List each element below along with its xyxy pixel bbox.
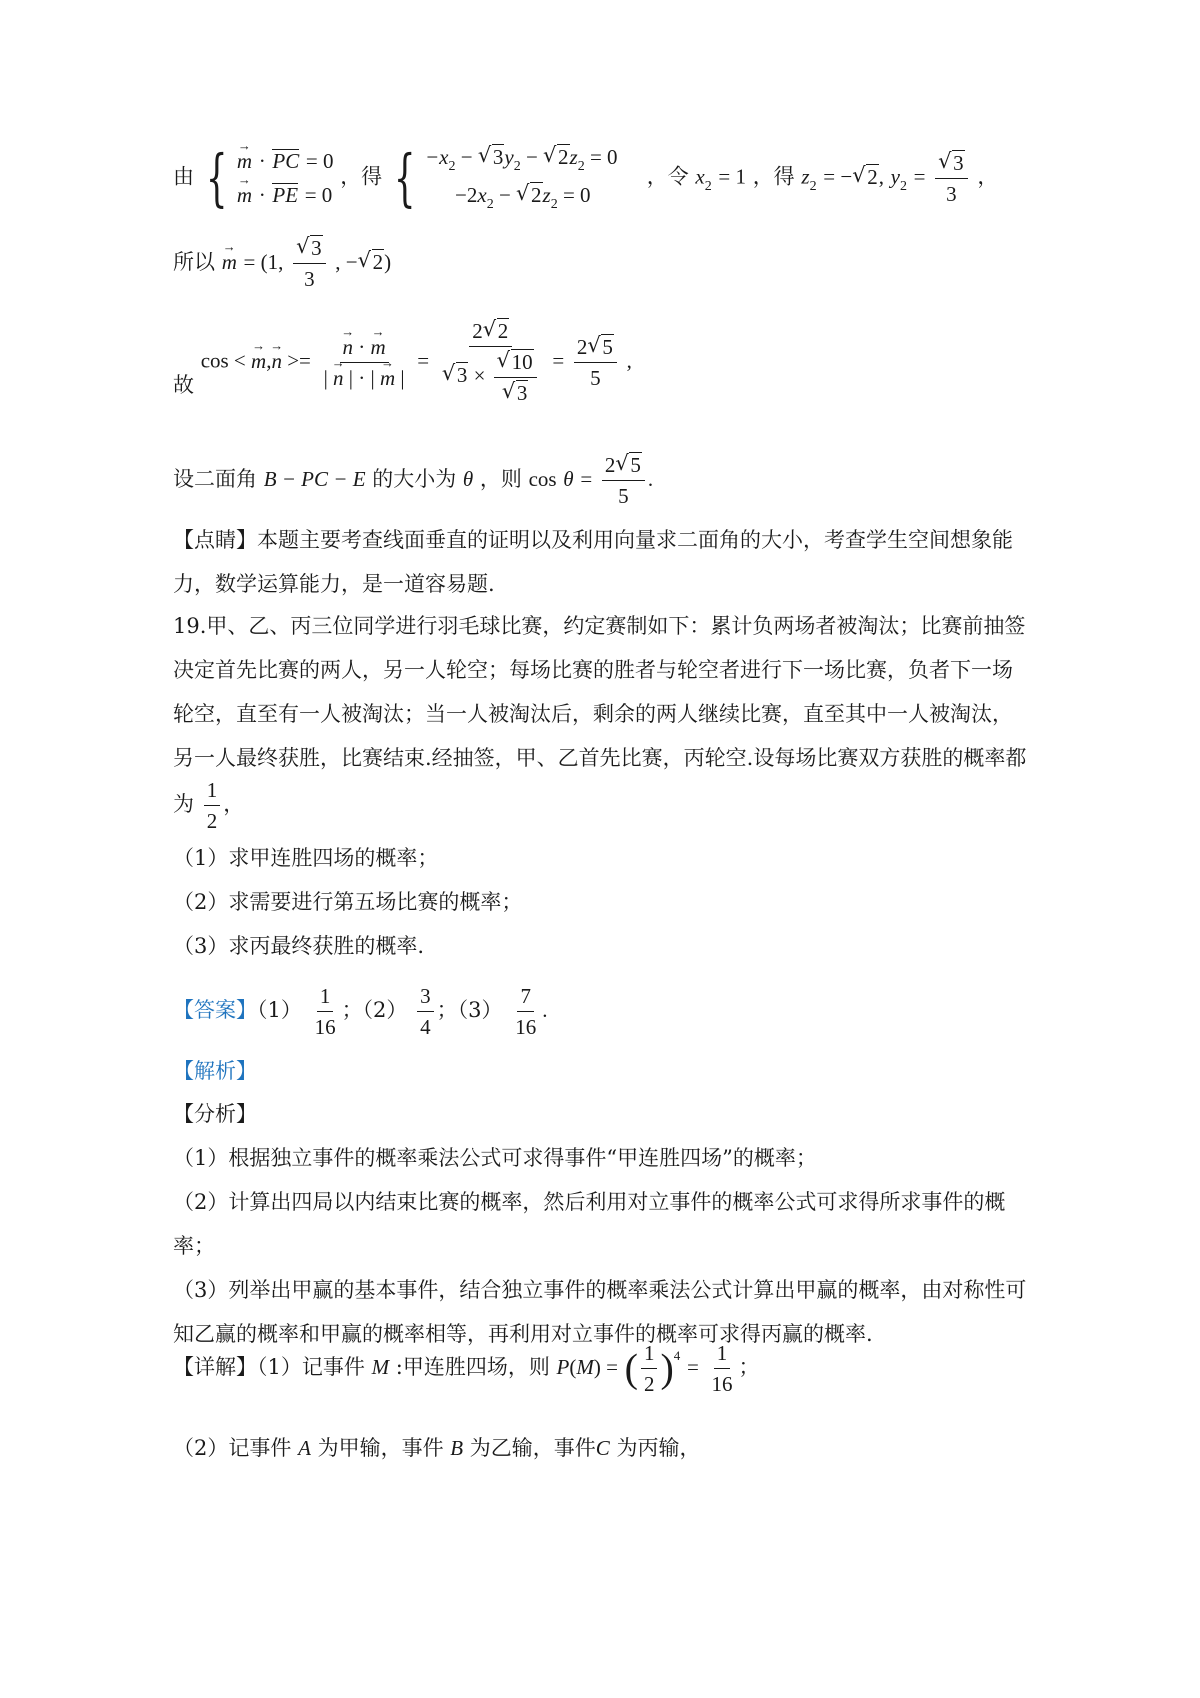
xiangjie-label: 【详解】 [173, 1355, 257, 1379]
left-brace: { [205, 141, 228, 214]
question-2: （2）求需要进行第五场比赛的概率； [173, 890, 523, 914]
fenxi-step-1: （1）根据独立事件的概率乘法公式可求得事件“甲连胜四场”的概率； [173, 1146, 817, 1170]
dianjing-section [173, 518, 1043, 606]
question-3: （3）求丙最终获胜的概率. [173, 934, 425, 958]
text-dihedral: 设二面角 [173, 467, 257, 491]
fenxi-step-2: （2）计算出四局以内结束比赛的概率，然后利用对立事件的概率公式可求得所求事件的概率； [173, 1190, 1006, 1258]
text-you: 由 [173, 164, 194, 189]
problem-questions [173, 836, 1043, 968]
text-ling: ，令 [646, 164, 689, 189]
question-1: （1）求甲连胜四场的概率； [173, 846, 439, 870]
dianjing-label: 【点睛】 [173, 528, 257, 552]
dianjing-text: 本题主要考查线面垂直的证明以及利用向量求二面角的大小，考查学生空间想象能 [257, 528, 1013, 552]
fenxi-section [173, 1092, 1043, 1356]
cosine-line: 故 cos < → m,→ n >= → $\frac{n \cdot \to m}{| \to n | \cdot | \to m |}$ = 2√ 2 √ 3 × √ 10 √ 3 = $\frac{2√ 5}{5}$ , [173, 318, 632, 406]
text-de: ，得 [340, 164, 383, 189]
text-size: 的大小为 [372, 467, 457, 491]
text-wei: 为 [173, 792, 194, 816]
dianjing-text-2: 力，数学运算能力，是一道容易题. [173, 572, 495, 596]
equation-system-line: 由 { → m · PC = 0 → m · PE = 0 ，得 { $-x_2$ − √ $3y_2$ − √ $2z_2 = 0$ $-2x_2$ − √ $2z_2 = 0$ ，令 $x_2 = 1$ ，得 $z_2$ = −√ 2, $y_2$ = √ $\frac{3}{3}$ ， [173, 140, 998, 220]
answer-line: 【答案】（1） $\frac{1}{16}$ ；（2） $\frac{3}{4}$ ；（3） $\frac{7}{16}$ . [173, 984, 548, 1039]
answer-label: 【答案】 [173, 998, 257, 1022]
fenxi-step-3b: 知乙赢的概率和甲赢的概率相等，再利用对立事件的概率可求得丙赢的概率. [173, 1322, 873, 1346]
text-comma: ， [977, 164, 999, 189]
xiangjie-line-2: （2）记事件 A 为甲输，事件 B 为乙输，事件C 为丙输， [173, 1436, 701, 1460]
problem-19 [173, 604, 1043, 780]
fenxi-step-3: （3）列举出甲赢的基本事件，结合独立事件的概率乘法公式计算出甲赢的概率，由对称性可 [173, 1278, 1027, 1302]
jiexi-label: 【解析】 [173, 1059, 257, 1083]
text-suoyi: 所以 [173, 250, 215, 274]
fenxi-label: 【分析】 [173, 1102, 257, 1126]
xiangjie-line-1: 【详解】（1）记事件 M :甲连胜四场，则 P(M) = ( $\frac{1}{2}$ )$^4$ = $\frac{1}{16}$ ； [173, 1341, 760, 1396]
problem-line: 决定首先比赛的两人，另一人轮空；每场比赛的胜者与轮空者进行下一场比赛，负者下一场 [173, 658, 1013, 682]
text-ze: ，则 [479, 467, 522, 491]
text-de2: ，得 [752, 164, 795, 189]
problem-line: 19.甲、乙、丙三位同学进行羽毛球比赛，约定赛制如下：累计负两场者被淘汰；比赛前抽签 [173, 614, 1026, 638]
text-gu: 故 [173, 372, 194, 397]
coordinate-system: $-x_2$ − √ $3y_2$ − √ $2z_2 = 0$ $-2x_2$ − √ $2z_2 = 0$ [425, 140, 640, 216]
problem-line: 轮空，直至有一人被淘汰；当一人被淘汰后，剩余的两人继续比赛，直至其中一人被淘汰， [173, 702, 1013, 726]
vector-system: → m · PC = 0 → m · PE = 0 [237, 144, 334, 212]
problem-line: 另一人最终获胜，比赛结束.经抽签，甲、乙首先比赛，丙轮空.设每场比赛双方获胜的概率都 [173, 746, 1027, 770]
vector-m-line: 所以 → m = (1, √ $\frac{3}{3}$ , −√ 2) [173, 235, 391, 292]
dihedral-angle-line: 设二面角 B − PC − E 的大小为 θ ，则 cos θ = $\frac{2√ 5}{5}$ . [173, 452, 653, 509]
left-brace-2: { [393, 141, 416, 214]
problem-prob-line: 为 $\frac{1}{2}$ ， [173, 778, 245, 833]
